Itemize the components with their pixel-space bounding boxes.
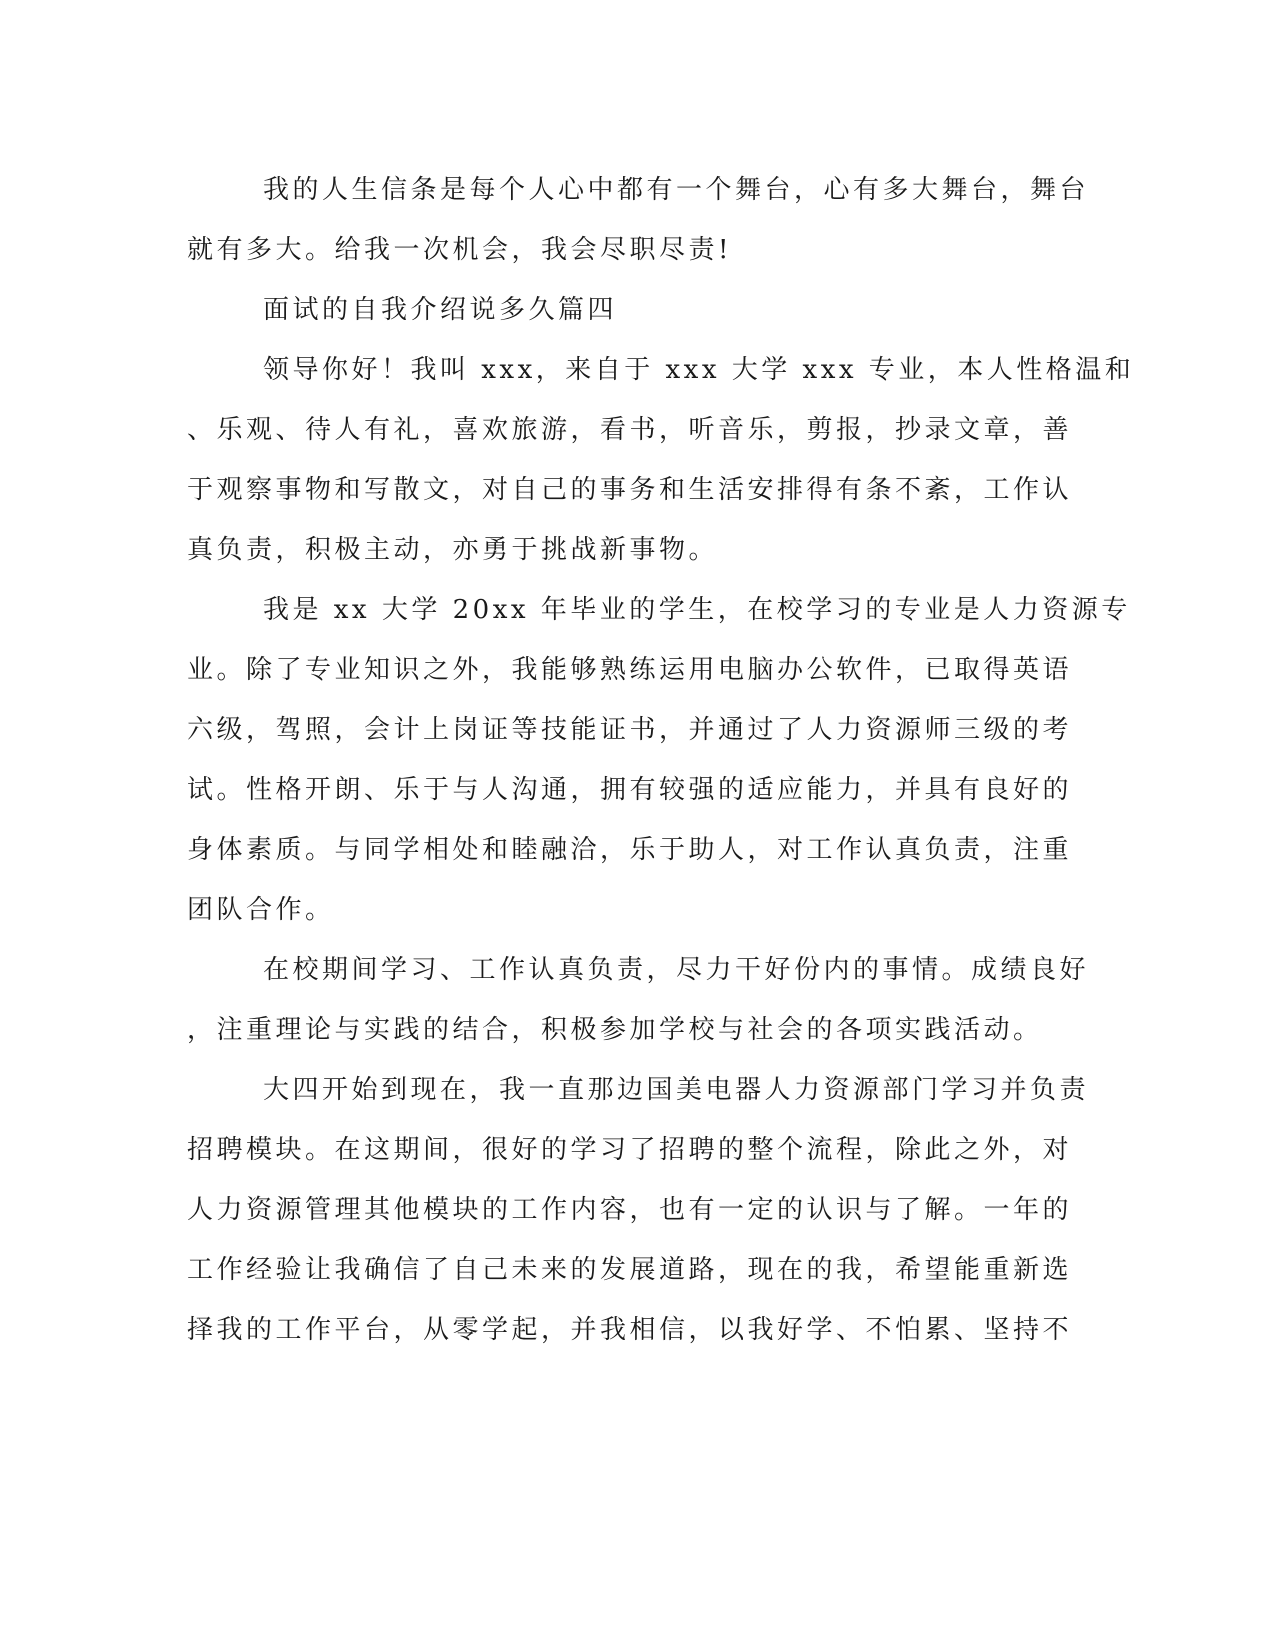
text-line: 就有多大。给我一次机会，我会尽职尽责! [187, 235, 732, 265]
text-line: 六级，驾照，会计上岗证等技能证书，并通过了人力资源师三级的考 [187, 715, 1073, 745]
text-line: 身体素质。与同学相处和睦融洽，乐于助人，对工作认真负责，注重 [187, 835, 1073, 865]
text-line: 招聘模块。在这期间，很好的学习了招聘的整个流程，除此之外，对 [187, 1135, 1073, 1165]
text-line: 业。除了专业知识之外，我能够熟练运用电脑办公软件，已取得英语 [187, 655, 1073, 685]
text-line: 人力资源管理其他模块的工作内容，也有一定的认识与了解。一年的 [187, 1195, 1073, 1225]
text-line: 于观察事物和写散文，对自己的事务和生活安排得有条不紊，工作认 [187, 475, 1073, 505]
document-body [187, 160, 1135, 1360]
text-line: 团队合作。 [187, 895, 335, 925]
section-heading: 面试的自我介绍说多久篇四 [263, 295, 618, 325]
text-line: 我是 xx 大学 20xx 年毕业的学生，在校学习的专业是人力资源专 [263, 595, 1131, 625]
text-line: 工作经验让我确信了自己未来的发展道路，现在的我，希望能重新选 [187, 1255, 1073, 1285]
text-line: ，注重理论与实践的结合，积极参加学校与社会的各项实践活动。 [187, 1015, 1043, 1045]
text-line: 大四开始到现在，我一直那边国美电器人力资源部门学习并负责 [263, 1075, 1090, 1105]
text-line: 择我的工作平台，从零学起，并我相信，以我好学、不怕累、坚持不 [187, 1315, 1073, 1345]
text-line: 我的人生信条是每个人心中都有一个舞台，心有多大舞台，舞台 [263, 175, 1090, 205]
text-line: 真负责，积极主动，亦勇于挑战新事物。 [187, 535, 719, 565]
text-line: 在校期间学习、工作认真负责，尽力干好份内的事情。成绩良好 [263, 955, 1090, 985]
text-line: 领导你好！我叫 xxx，来自于 xxx 大学 xxx 专业，本人性格温和 [263, 355, 1135, 385]
text-line: 试。性格开朗、乐于与人沟通，拥有较强的适应能力，并具有良好的 [187, 775, 1073, 805]
text-line: 、乐观、待人有礼，喜欢旅游，看书，听音乐，剪报，抄录文章，善 [187, 415, 1073, 445]
